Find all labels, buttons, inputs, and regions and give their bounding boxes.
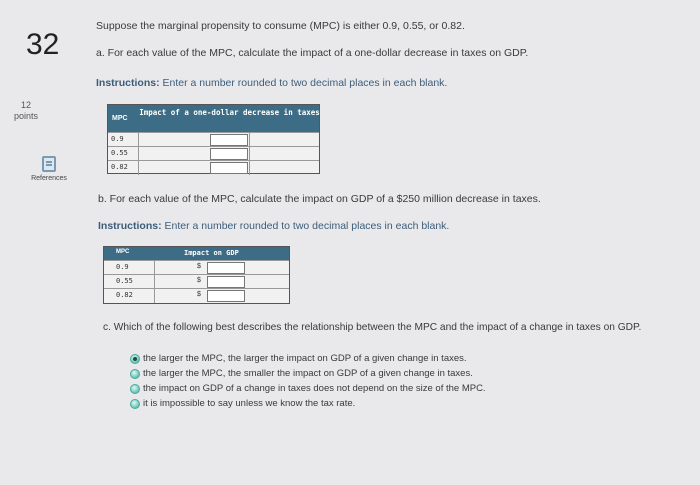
part-b-answer-input-2[interactable] [207,276,245,288]
part-b-table [103,246,290,304]
part-b-answer-input-1[interactable] [207,262,245,274]
part-a-instructions-label: Instructions: [96,77,160,89]
dollar-sign: $ [197,263,201,270]
part-a-instructions [96,77,447,89]
table-row [104,260,289,274]
table-row [104,288,289,302]
question-number: 32 [26,28,60,61]
part-a-table-header [108,105,319,132]
option-label: the larger the MPC, the smaller the impact on GDP of a given change in taxes. [143,368,473,379]
part-a-table [107,104,320,174]
option-label: it is impossible to say unless we know the tax rate. [143,398,356,409]
points-block [14,100,38,122]
mpc-value: 0.82 [111,163,128,171]
part-b-instructions-label: Instructions: [98,220,162,232]
mpc-value: 0.82 [116,291,133,299]
mpc-value: 0.9 [116,263,129,271]
radio-selected-icon[interactable] [130,354,140,364]
references-icon [42,156,56,172]
option-label: the larger the MPC, the larger the impact on GDP of a given change in taxes. [143,353,467,364]
part-b-col-mpc: MPC [116,249,130,255]
part-b-col-impact: Impact on GDP [184,249,239,257]
part-b-answer-input-3[interactable] [207,290,245,302]
dollar-sign: $ [197,277,201,284]
part-a-instructions-text: Enter a number rounded to two decimal places in each blank. [162,77,448,89]
table-row [104,274,289,288]
table-row [108,160,319,174]
radio-icon[interactable] [130,399,140,409]
mpc-value: 0.55 [116,277,133,285]
table-row [108,132,319,146]
table-row [108,146,319,160]
part-a-prompt: a. For each value of the MPC, calculate the impact of a one-dollar decrease in taxes on GDP. [96,47,529,59]
option-label: the impact on GDP of a change in taxes does not depend on the size of the MPC. [143,383,486,394]
radio-icon[interactable] [130,384,140,394]
part-a-answer-input-3[interactable] [210,162,248,174]
part-a-answer-input-1[interactable] [210,134,248,146]
points-value: 12 [20,100,31,110]
part-a-col-mpc: MPC [112,115,128,122]
references-button[interactable] [26,156,72,182]
question-intro: Suppose the marginal propensity to consume (MPC) is either 0.9, 0.55, or 0.82. [96,20,465,32]
part-a-col-impact: Impact of a one-dollar decrease in taxes [139,108,320,117]
points-label: points [14,111,39,121]
part-b-table-header [104,247,289,260]
part-c-prompt: c. Which of the following best describes the relationship between the MPC and the impact of a change in taxes on GDP. [103,322,642,333]
references-label: References [31,175,67,182]
radio-icon[interactable] [130,369,140,379]
part-b-instructions-text: Enter a number rounded to two decimal places in each blank. [164,220,450,232]
dollar-sign: $ [197,291,201,298]
part-b-prompt: b. For each value of the MPC, calculate the impact on GDP of a $250 million decrease in taxes. [98,193,541,205]
part-a-answer-input-2[interactable] [210,148,248,160]
part-b-instructions [98,220,449,232]
mpc-value: 0.9 [111,135,124,143]
mpc-value: 0.55 [111,149,128,157]
